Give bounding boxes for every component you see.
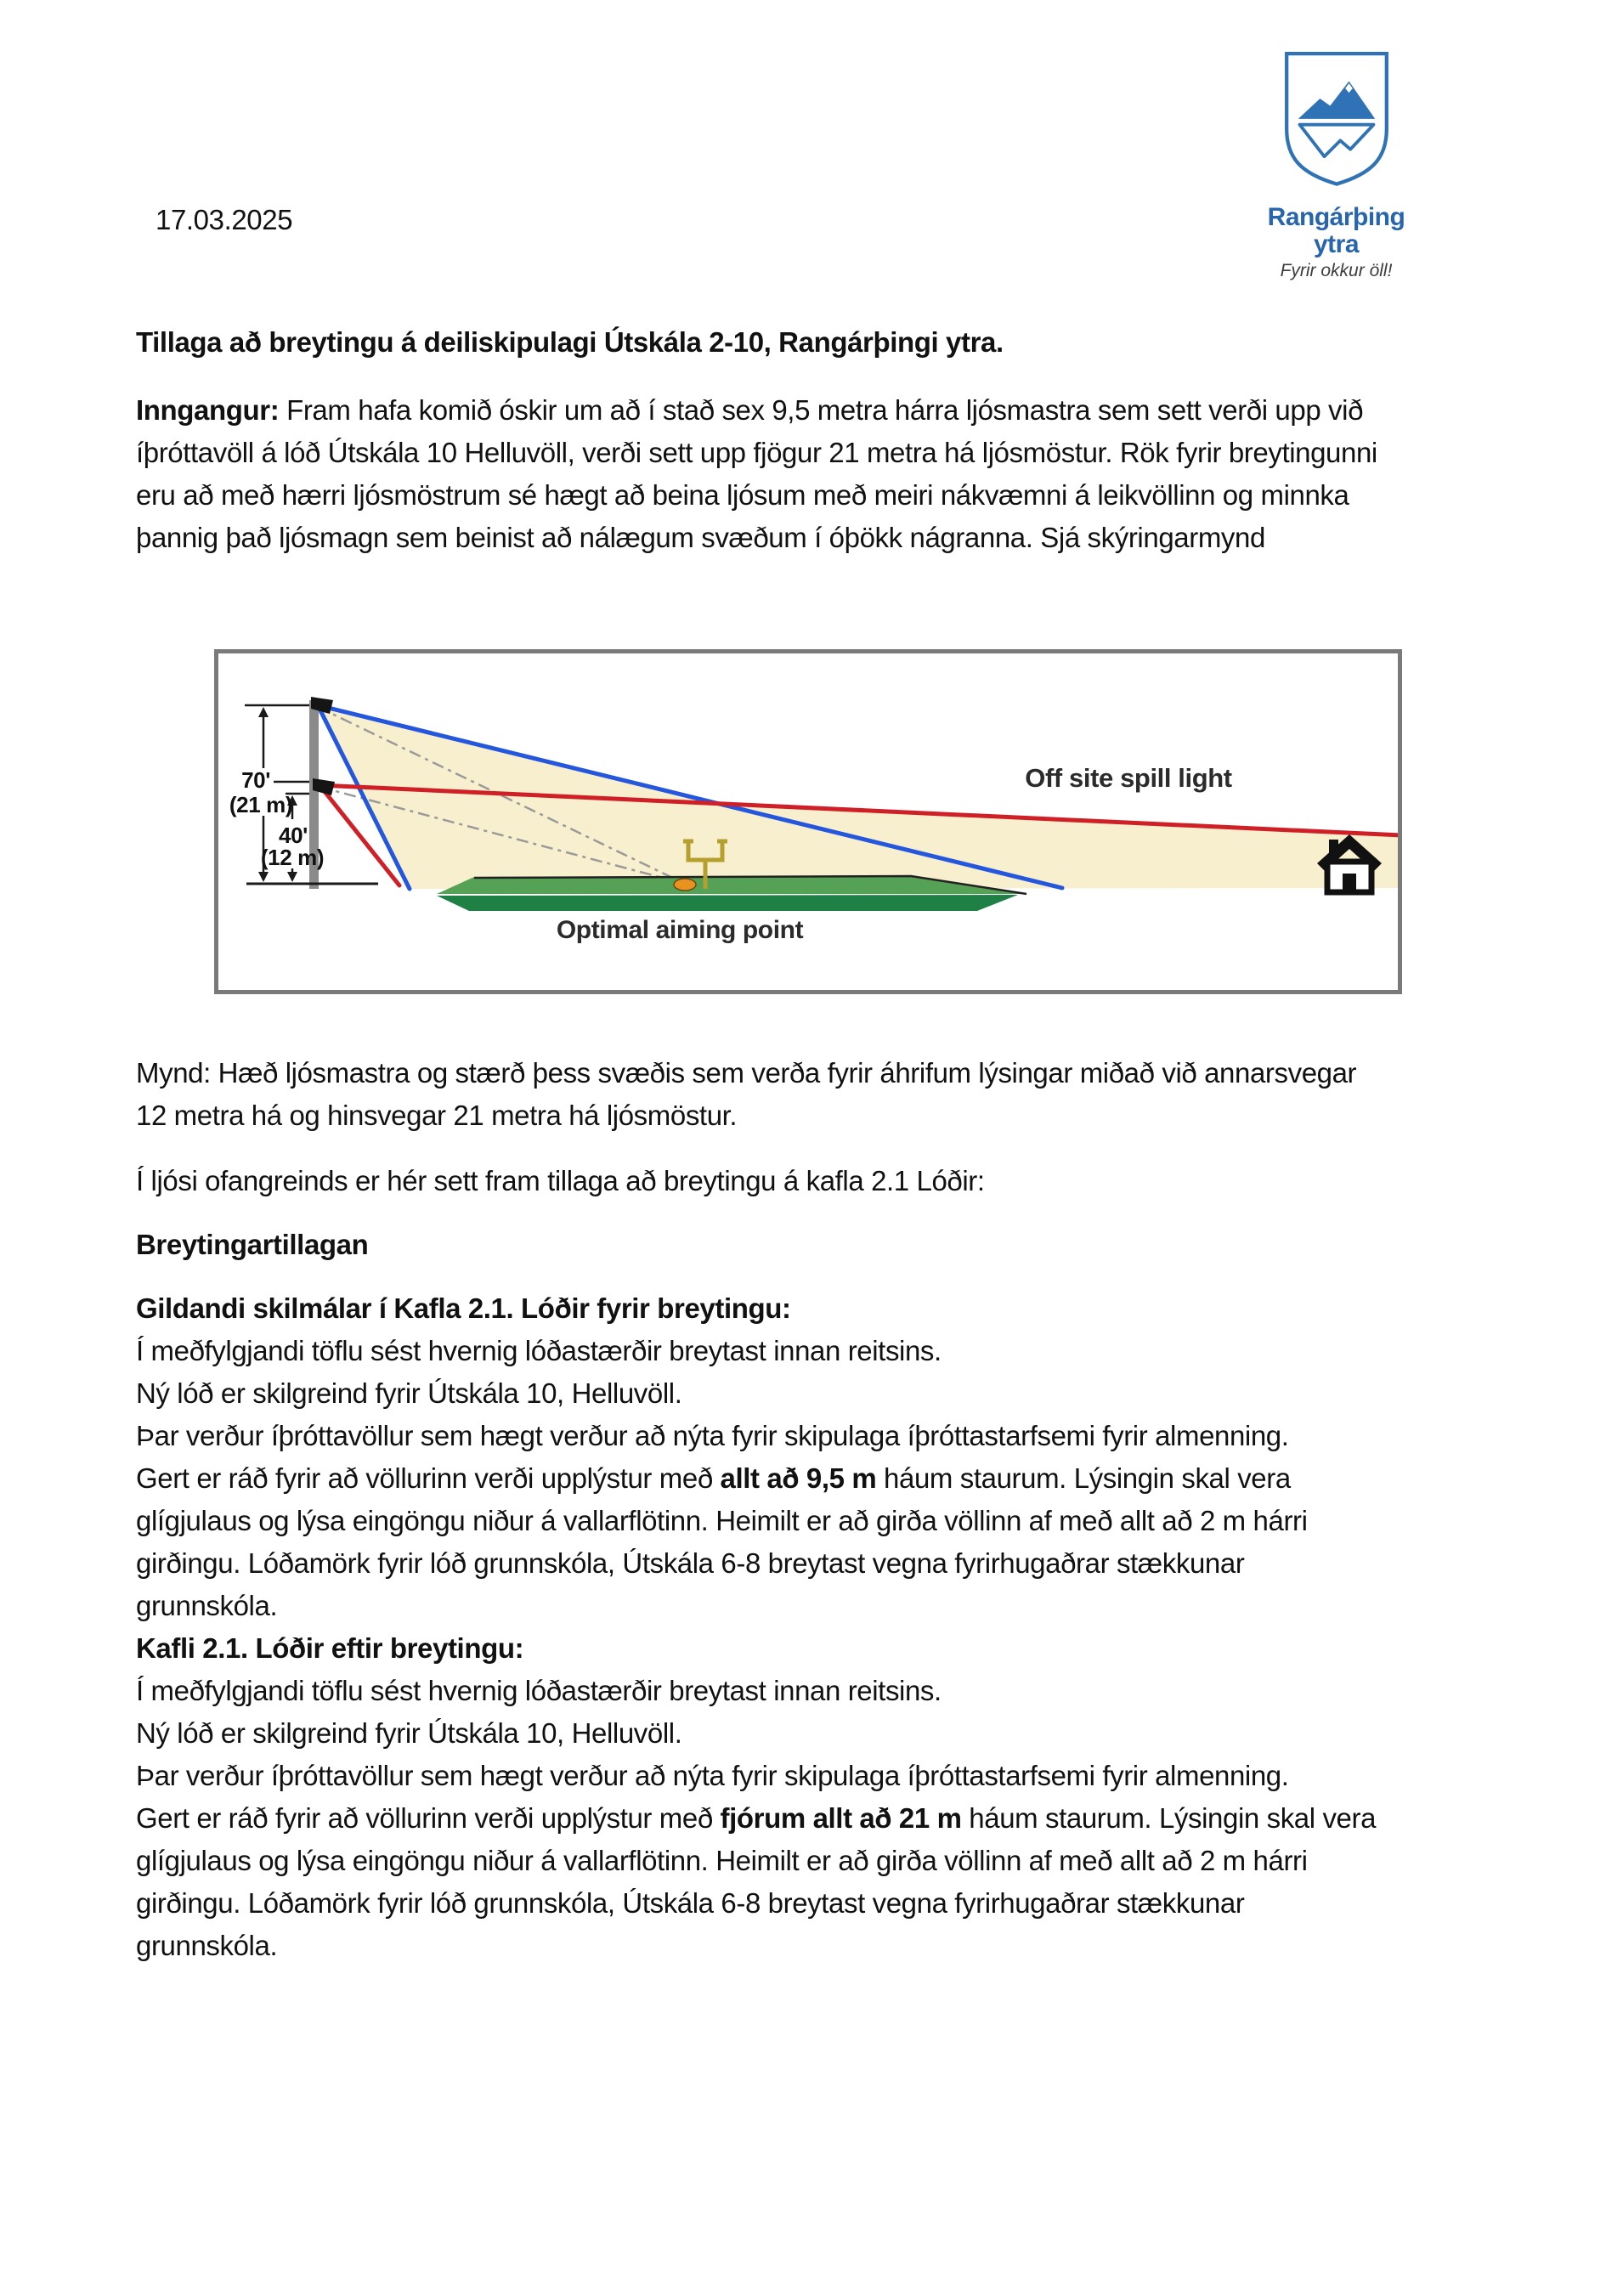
aiming-point-label: Optimal aiming point [556,916,804,944]
intro-label: Inngangur: [136,394,280,426]
body-paragraph: Gert er ráð fyrir að völlurinn verði upplýstur með fjórum allt að 21 m háum staurum. Lýsingin skal vera glígjulaus og lýsa eingöngu niður á vallarflötinn. Heimilt er að girða völlinn af með allt að 2 m hárri girðingu. Lóðamörk fyrir lóð grunnskóla, Útskála 6-8 breytast vegna fyrirhugaðrar stækkunar grunnskóla. [136,1802,1377,1961]
dim-70ft-label: 70' [241,767,270,793]
aiming-point-dot [674,879,696,891]
logo-name: Rangárþing ytra [1267,203,1405,258]
proposal-body [136,1287,1389,1967]
spill-light-area [318,705,1402,889]
dim-40ft-label: 40' [279,823,308,848]
shield-logo-icon [1282,49,1391,187]
intro-paragraph [136,389,1389,559]
page-title: Tillaga að breytingu á deiliskipulagi Útskála 2-10, Rangárþingi ytra. [136,326,1004,358]
body-line: Ný lóð er skilgreind fyrir Útskála 10, Helluvöll. [136,1717,682,1749]
proposal-heading: Breytingartillagan [136,1229,369,1260]
diagram-canvas [214,649,1402,994]
logo-tagline: Fyrir okkur öll! [1280,261,1393,280]
document-date: 17.03.2025 [156,204,293,235]
field-front-face [437,895,1018,911]
dim-21m-label: (21 m) [229,792,293,817]
spill-light-label: Off site spill light [1025,763,1232,793]
figure-caption: Mynd: Hæð ljósmastra og stærð þess svæðis sem verða fyrir áhrifum lýsingar miðað við annarsvegar 12 metra há og hinsvegar 21 metra há ljósmöstur. [136,1057,1357,1131]
municipality-logo [1253,49,1419,281]
body-line: Ný lóð er skilgreind fyrir Útskála 10, Helluvöll. [136,1377,682,1409]
section-heading-after: Kafli 2.1. Lóðir eftir breytingu: [136,1632,524,1664]
body-line: Þar verður íþróttavöllur sem hægt verður að nýta fyrir skipulaga íþróttastarfsemi fyrir almenning. [136,1760,1289,1791]
emphasis-mast-height: allt að 9,5 m [720,1462,877,1494]
section-heading-before: Gildandi skilmálar í Kafla 2.1. Lóðir fyrir breytingu: [136,1292,791,1324]
light-mast-diagram [214,649,1402,994]
body-line: Í meðfylgjandi töflu sést hvernig lóðastærðir breytast innan reitsins. [136,1675,942,1706]
emphasis-mast-height: fjórum allt að 21 m [720,1802,962,1834]
body-line: Í meðfylgjandi töflu sést hvernig lóðastærðir breytast innan reitsins. [136,1335,942,1366]
body-line: Þar verður íþróttavöllur sem hægt verður að nýta fyrir skipulaga íþróttastarfsemi fyrir almenning. [136,1420,1289,1451]
dim-12m-label: (12 m) [260,845,325,870]
intro-text: Fram hafa komið óskir um að í stað sex 9,5 metra hárra ljósmastra sem sett verði upp við íþróttavöll á lóð Útskála 10 Helluvöll, verði sett upp fjögur 21 metra há ljósmöstur. Rök fyrir breytingunni eru að með hærri ljósmöstrum sé hægt að beina ljósum með meiri nákvæmni á leikvöllinn og minnka þannig það ljósmagn sem beinist að nálægum svæðum í óþökk nágranna. Sjá skýringarmynd [136,394,1377,553]
lead-in-text: Í ljósi ofangreinds er hér sett fram tillaga að breytingu á kafla 2.1 Lóðir: [136,1165,985,1196]
body-paragraph: Gert er ráð fyrir að völlurinn verði upplýstur með allt að 9,5 m háum staurum. Lýsingin skal vera glígjulaus og lýsa eingöngu niður á vallarflötinn. Heimilt er að girða völlinn af með allt að 2 m hárri girðingu. Lóðamörk fyrir lóð grunnskóla, Útskála 6-8 breytast vegna fyrirhugaðrar stækkunar grunnskóla. [136,1462,1308,1621]
